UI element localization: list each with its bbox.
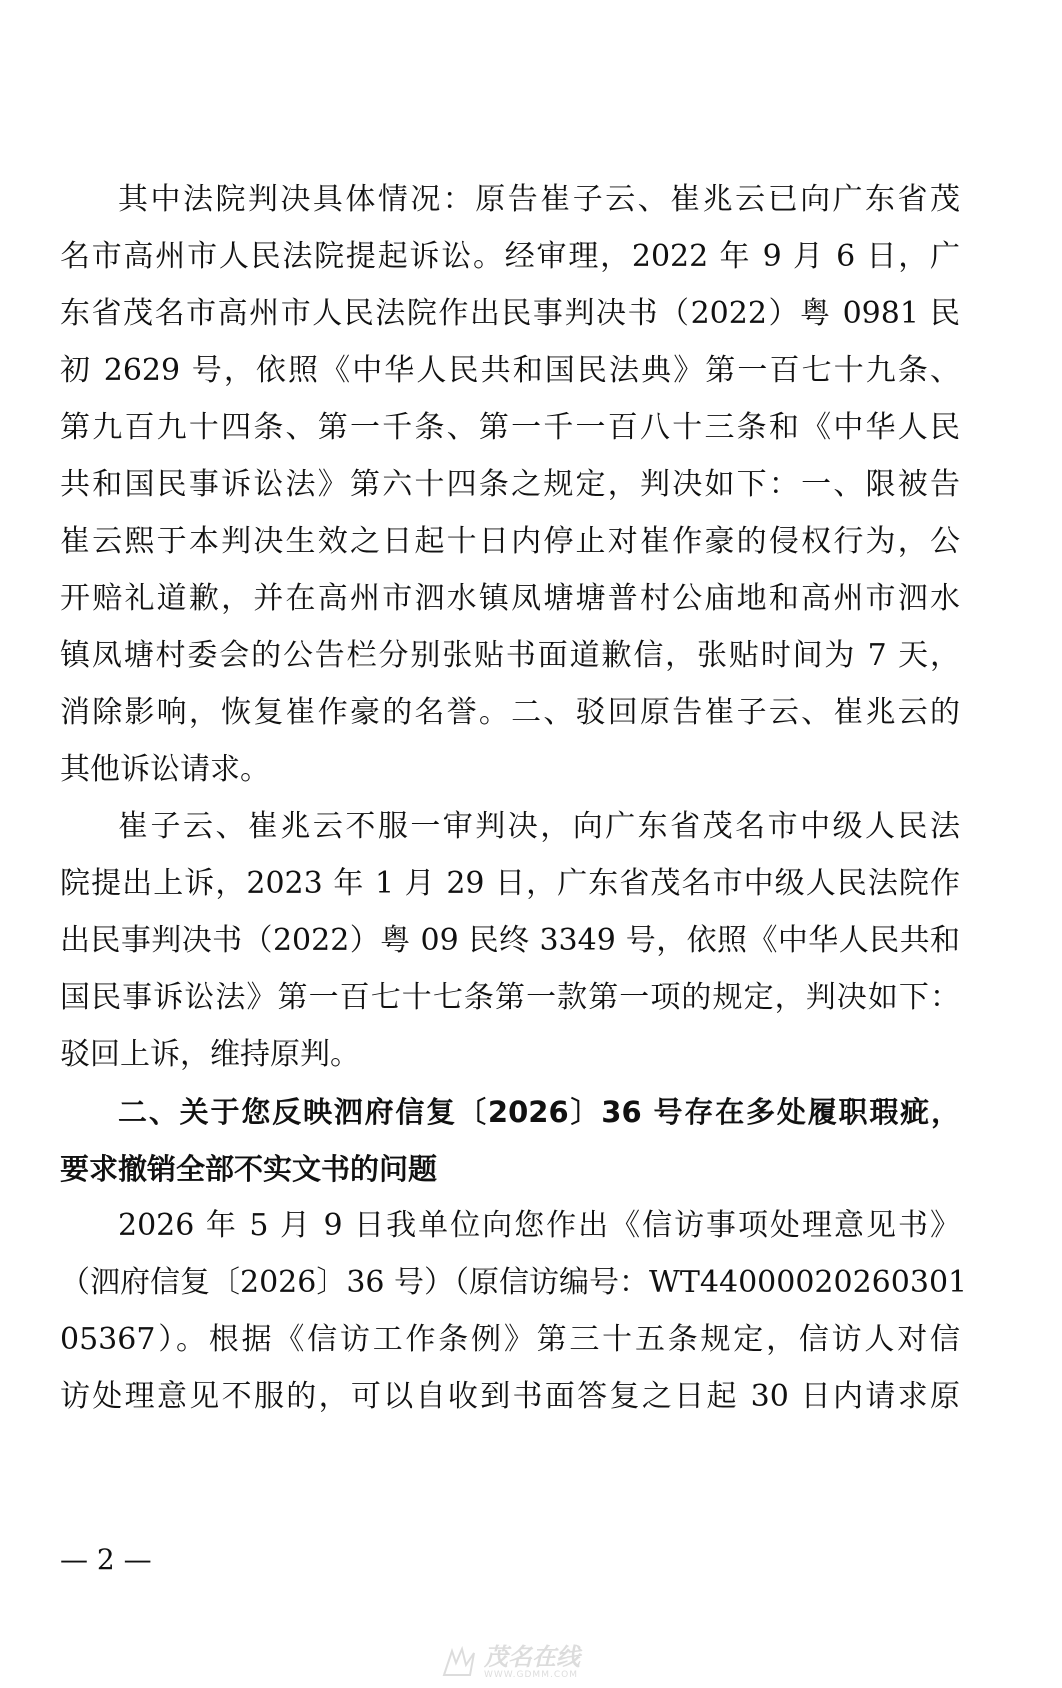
paragraph-line: 国民事诉讼法》第一百七十七条第一款第一项的规定，判决如下：: [60, 980, 960, 1015]
watermark-url: WWW.GDMM.COM: [484, 1670, 578, 1680]
paragraph-line: 2026 年 5 月 9 日我单位向您作出《信访事项处理意见书》: [118, 1208, 960, 1243]
paragraph-line: 镇凤塘村委会的公告栏分别张贴书面道歉信，张贴时间为 7 天，: [60, 638, 960, 673]
paragraph-line: 访处理意见不服的，可以自收到书面答复之日起 30 日内请求原: [60, 1379, 960, 1414]
watermark-logo-icon: [440, 1645, 480, 1679]
paragraph-line: 消除影响，恢复崔作豪的名誉。二、驳回原告崔子云、崔兆云的: [60, 695, 960, 730]
paragraph-line: 共和国民事诉讼法》第六十四条之规定，判决如下：一、限被告: [60, 467, 960, 502]
paragraph-line: 名市高州市人民法院提起诉讼。经审理，2022 年 9 月 6 日，广: [60, 239, 960, 274]
paragraph-line: 开赔礼道歉，并在高州市泗水镇凤塘塘普村公庙地和高州市泗水: [60, 581, 960, 616]
section-heading: 要求撤销全部不实文书的问题: [60, 1152, 438, 1186]
watermark-text: 茂名在线: [484, 1643, 580, 1671]
paragraph-line: 出民事判决书（2022）粤 09 民终 3349 号，依照《中华人民共和: [60, 923, 960, 958]
paragraph-line: 第九百九十四条、第一千条、第一千一百八十三条和《中华人民: [60, 410, 960, 445]
paragraph-line: 院提出上诉，2023 年 1 月 29 日，广东省茂名市中级人民法院作: [60, 866, 960, 901]
paragraph-line: 其他诉讼请求。: [60, 752, 270, 787]
paragraph-line: 05367）。根据《信访工作条例》第三十五条规定，信访人对信: [60, 1322, 960, 1357]
paragraph-line: 崔云熙于本判决生效之日起十日内停止对崔作豪的侵权行为，公: [60, 524, 960, 559]
paragraph-line: 崔子云、崔兆云不服一审判决，向广东省茂名市中级人民法: [118, 809, 960, 844]
watermark: [440, 1644, 580, 1680]
paragraph-line: 其中法院判决具体情况：原告崔子云、崔兆云已向广东省茂: [118, 182, 960, 217]
paragraph-line: 初 2629 号，依照《中华人民共和国民法典》第一百七十九条、: [60, 353, 960, 388]
page-number: — 2 —: [60, 1543, 152, 1576]
paragraph-line: 驳回上诉，维持原判。: [60, 1037, 360, 1072]
paragraph-line: （泗府信复〔2026〕36 号）（原信访编号：WT44000020260301: [60, 1265, 968, 1300]
paragraph-line: 东省茂名市高州市人民法院作出民事判决书（2022）粤 0981 民: [60, 296, 960, 331]
section-heading: 二、关于您反映泗府信复〔2026〕36 号存在多处履职瑕疵，: [118, 1095, 960, 1129]
